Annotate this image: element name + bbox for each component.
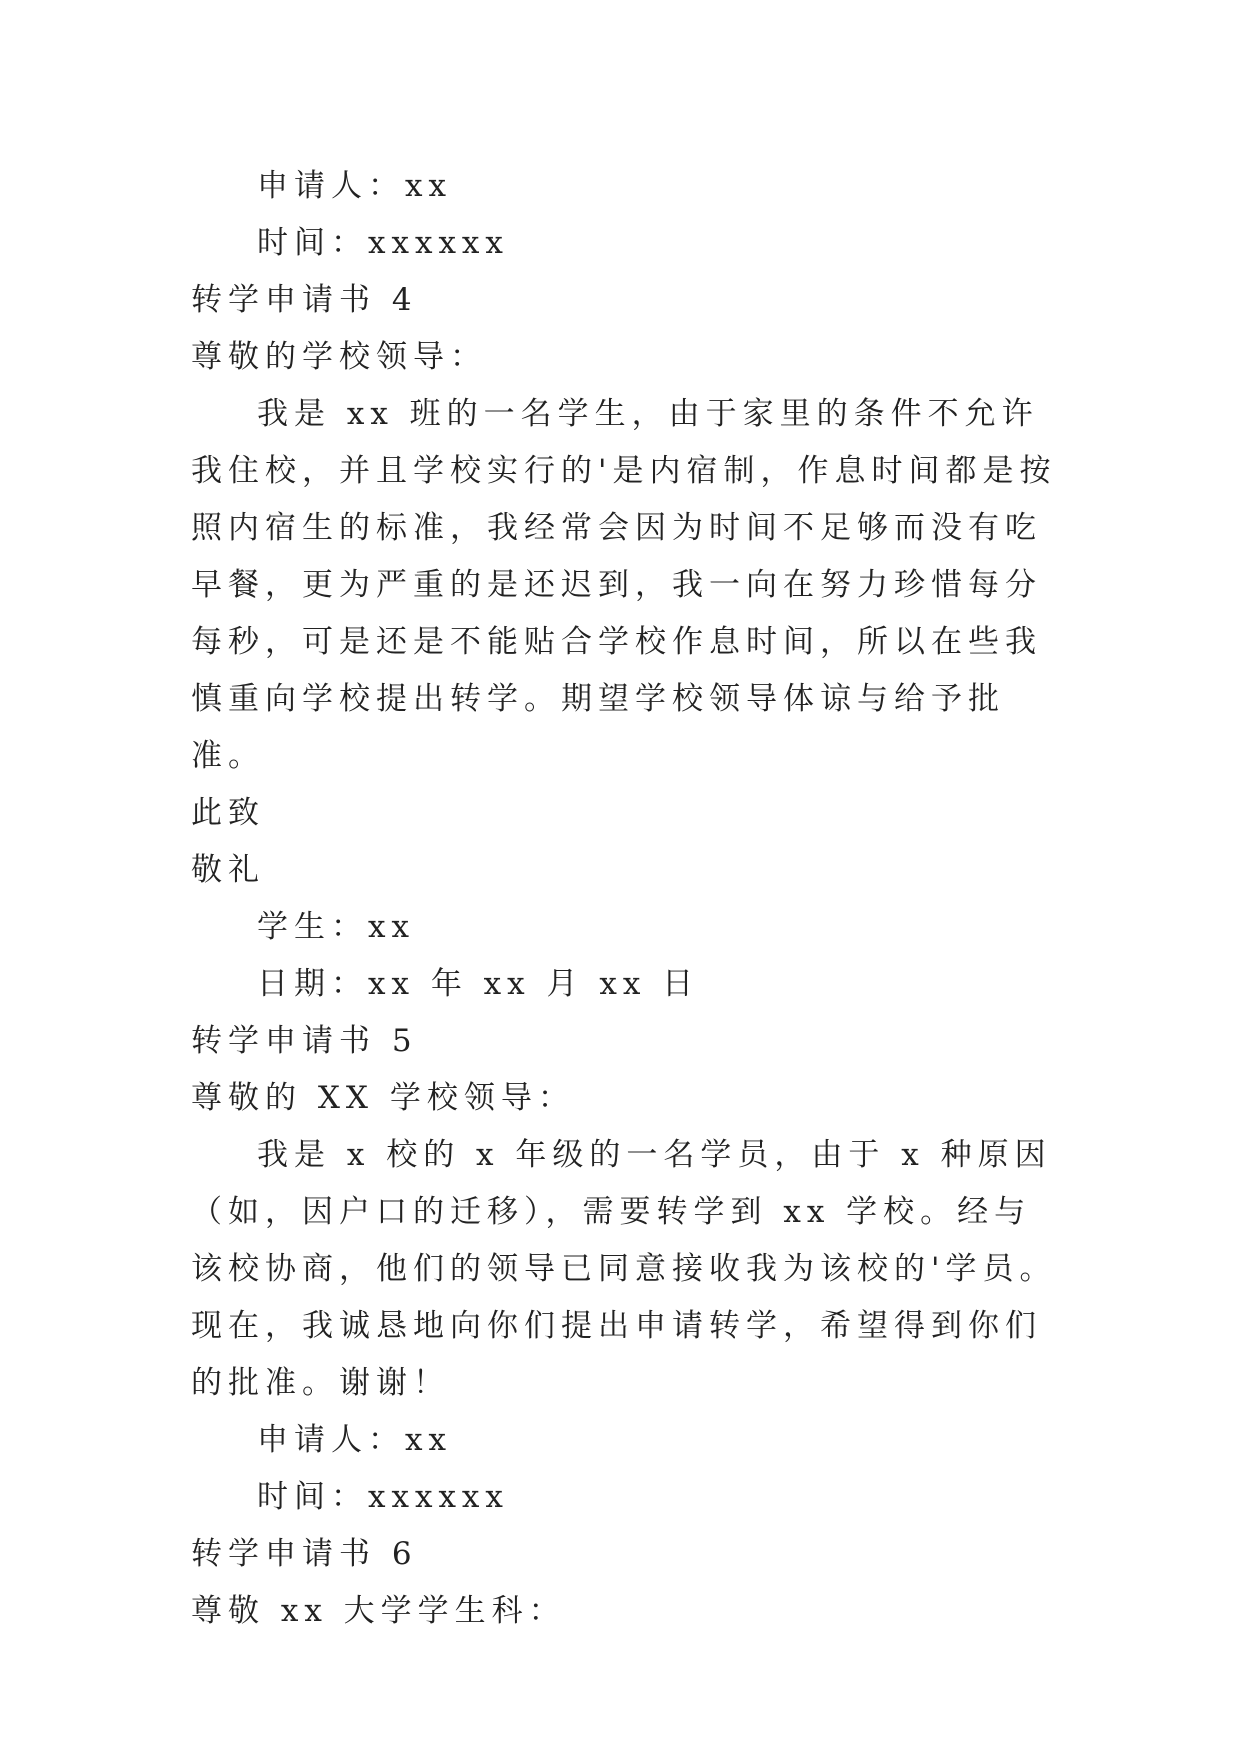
letter-4-closing-1: 此致 <box>191 795 265 831</box>
letter-5-body: 我是 x 校的 x 年级的一名学员，由于 x 种原因（如，因户口的迁移），需要转学到 xx 学校。经与该校协商，他们的领导已同意接收我为该校的'学员。现在，我诚恳地向你们提出申请转学，希望得到你们的批准。谢谢！ <box>191 1137 1057 1401</box>
time-line: 时间：xxxxxx <box>257 225 509 261</box>
letter-4-title: 转学申请书 4 <box>191 282 418 318</box>
letter-4-closing-2: 敬礼 <box>191 852 265 888</box>
letter-5-time: 时间：xxxxxx <box>257 1479 509 1515</box>
letter-6-title: 转学申请书 6 <box>191 1536 418 1572</box>
applicant-line: 申请人：xx <box>257 168 452 204</box>
letter-5-salutation: 尊敬的 XX 学校领导： <box>191 1080 575 1116</box>
letter-5-applicant: 申请人：xx <box>257 1422 452 1458</box>
letter-5-title: 转学申请书 5 <box>191 1023 418 1059</box>
letter-4-salutation: 尊敬的学校领导： <box>191 339 487 375</box>
letter-6-salutation: 尊敬 xx 大学学生科： <box>191 1593 566 1629</box>
document-content <box>191 158 1071 1640</box>
letter-4-body: 我是 xx 班的一名学生，由于家里的条件不允许我住校，并且学校实行的'是内宿制，作息时间都是按照内宿生的标准，我经常会因为时间不足够而没有吃早餐，更为严重的是还迟到，我一向在努力珍惜每分每秒，可是还是不能贴合学校作息时间，所以在些我慎重向学校提出转学。期望学校领导体谅与给予批准。 <box>191 396 1057 774</box>
letter-4-student: 学生：xx <box>257 909 415 945</box>
letter-4-date: 日期：xx 年 xx 月 xx 日 <box>257 966 700 1002</box>
